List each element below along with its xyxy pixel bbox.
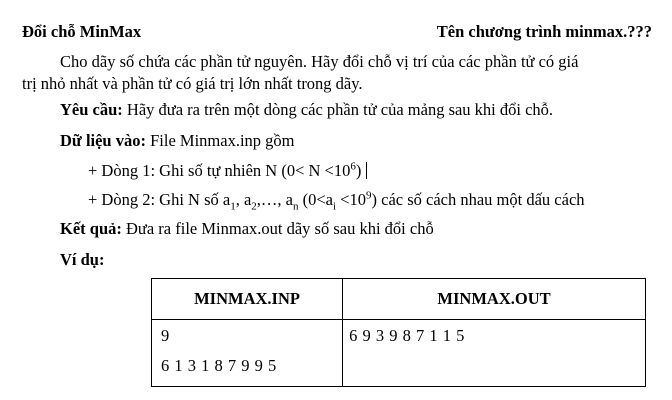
inp-cell: [152, 320, 343, 387]
output-paragraph: [60, 219, 434, 239]
description-line-1: Cho dãy số chứa các phần tử nguyên. Hãy đổi chỗ vị trí của các phần tử có giá: [60, 52, 579, 71]
output-label: Kết quả:: [60, 219, 122, 238]
input-line-2-part: (0<a: [298, 190, 333, 209]
out-line-1: 6 9 3 9 8 7 1 1 5: [349, 326, 465, 345]
input-label: Dữ liệu vào:: [60, 131, 146, 150]
problem-title: Đổi chỗ MinMax: [22, 22, 142, 41]
input-line-2-part: ,…, a: [256, 190, 293, 209]
header-out: MINMAX.OUT: [343, 279, 646, 320]
requirement-label: Yêu cầu:: [60, 100, 123, 119]
input-line-2: [88, 189, 585, 213]
superscript: 9: [366, 189, 372, 202]
subscript: 2: [251, 200, 257, 213]
input-line-2-part: <10: [336, 190, 366, 209]
header-inp: MINMAX.INP: [152, 279, 343, 320]
example-table: [151, 278, 646, 387]
input-paragraph: [60, 131, 294, 151]
subscript: n: [293, 200, 299, 213]
requirement-paragraph: [60, 100, 553, 120]
inp-line-2: 6 1 3 1 8 7 9 9 5: [161, 356, 277, 375]
input-line-1-suffix: ): [355, 161, 362, 180]
text-cursor: [366, 162, 367, 179]
table-header-row: [152, 279, 646, 320]
inp-line-1: 9: [161, 326, 170, 345]
input-line-1-prefix: + Dòng 1: Ghi số tự nhiên N (0< N <10: [88, 161, 351, 180]
program-name-label: Tên chương trình minmax.???: [436, 22, 652, 41]
output-text: Đưa ra file Minmax.out dãy số sau khi đổi chỗ: [121, 219, 434, 238]
input-line-2-part: + Dòng 2: Ghi N số a: [88, 190, 231, 209]
input-line-1-exponent: 6: [350, 160, 356, 173]
input-line-1: [88, 161, 367, 181]
description-line-2: trị nhỏ nhất và phần tử có giá trị lớn nhất trong dãy.: [22, 74, 363, 93]
table-row: [152, 320, 646, 387]
input-line-2-part: , a: [235, 190, 252, 209]
subscript: 1: [230, 200, 236, 213]
subscript: i: [333, 200, 337, 213]
input-line-2-part: ) các số cách nhau một dấu cách: [371, 190, 585, 209]
out-cell: [343, 320, 646, 387]
requirement-text: Hãy đưa ra trên một dòng các phần tử của mảng sau khi đổi chỗ.: [122, 100, 554, 119]
example-label: Ví dụ:: [60, 250, 105, 269]
input-text: File Minmax.inp gồm: [145, 131, 295, 150]
